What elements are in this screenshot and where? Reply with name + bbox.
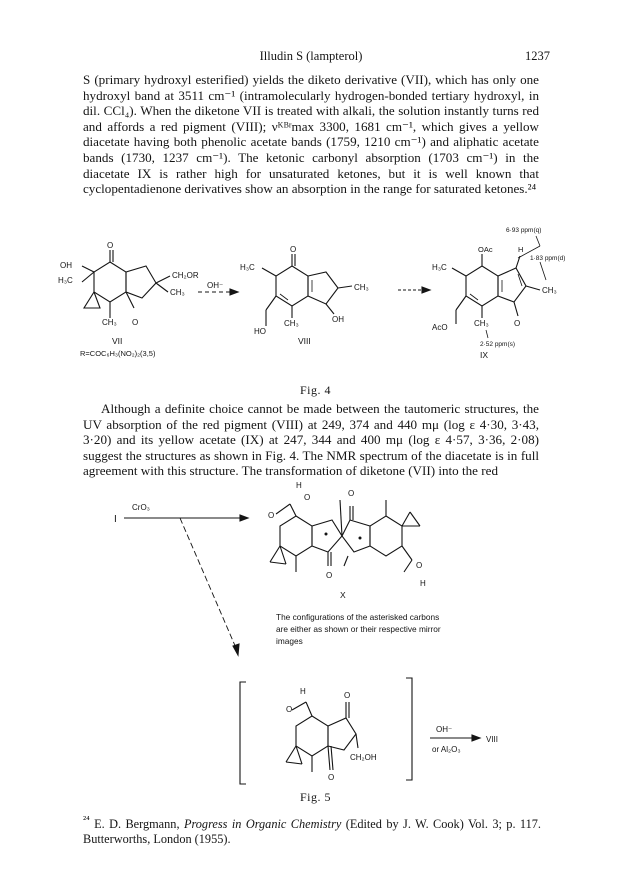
chem-label: CH₂OH xyxy=(350,753,377,762)
ring-VII-six xyxy=(94,262,126,302)
chem-label: O xyxy=(132,318,139,327)
structure-VII xyxy=(58,241,199,358)
body-paragraph-2: Although a definite choice cannot be made between the tautomeric structures, the UV absorption of the red pigment (VIII) at 249, 374 and 440 mμ (log ε 4·30, 3·43, 3·20) and its yellow acetate (IX) at 247, 344 and 400 mμ (log ε 4·57, 3·36, 2·08) suggest the structures as shown in Fig. 4. The NMR spectrum of the diacetate is in full agreement with this structure. The transformation of diketone (VII) into the red xyxy=(83,401,539,479)
figure-4-caption: Fig. 4 xyxy=(300,383,332,397)
chem-label: O xyxy=(326,571,333,580)
chem-label: H₃C xyxy=(432,263,447,272)
chem-label: AcO xyxy=(432,323,448,332)
chem-label: CH₃ xyxy=(170,288,185,297)
chem-label: CH₂OR xyxy=(172,271,199,280)
chem-label: O xyxy=(290,245,297,254)
reagent-oh: OH⁻ xyxy=(436,725,453,734)
footnote xyxy=(83,813,541,847)
ring-VIII-five xyxy=(308,272,338,304)
chem-label: HO xyxy=(254,327,266,336)
chem-label: O xyxy=(268,511,275,520)
compound-numeral-VIII: VIII xyxy=(298,336,311,346)
chem-label: H xyxy=(518,245,524,254)
ring-X-six-right xyxy=(370,516,402,556)
ring-X-five-left xyxy=(312,520,342,552)
nmr-shift-bottom: 2·52 ppm(s) xyxy=(480,341,516,348)
structure-X xyxy=(268,481,426,600)
substituent-note: R=COC₆H₃(NO₂)₂(3,5) xyxy=(80,349,156,358)
compound-numeral-X: X xyxy=(340,590,346,600)
chem-label: O xyxy=(514,319,521,328)
ring-VII-five xyxy=(126,266,156,298)
compound-numeral-IX: IX xyxy=(480,350,489,360)
reagent-cro3: CrO₃ xyxy=(132,503,150,512)
ring-X-five-right xyxy=(342,520,370,552)
nmr-shift-right: 1·83 ppm(d) xyxy=(530,255,566,262)
left-bracket xyxy=(240,682,246,784)
footnote-book-title: Progress in Organic Chemistry xyxy=(183,817,342,832)
chem-label: O xyxy=(348,489,355,498)
chem-label: H xyxy=(296,481,302,490)
chem-label: O xyxy=(107,241,114,250)
chem-label: CH₃ xyxy=(284,319,299,328)
chem-label: H xyxy=(300,687,306,696)
reagent-label: OH⁻ xyxy=(207,281,224,290)
running-title: Illudin S (lampterol) xyxy=(259,49,363,63)
footnote-text-before: E. D. Bergmann, xyxy=(94,817,184,832)
body-paragraph-1: S (primary hydroxyl esterified) yields the diketo derivative (VII), which has only one hydroxyl band at 3511 cm⁻¹ (intramolecularly hydrogen-bonded tertiary hydroxyl, in dil. CCl₄). When the diketone VII is treated with alkali, the solution instantly turns red and affords a red pigment (VIII); νᴷᴮʳmax 3300, 1681 cm⁻¹, which gives a yellow diacetate having both phenolic acetate bands (1759, 1210 cm⁻¹) and aliphatic acetate bands (1730, 1237 cm⁻¹). The ketonic carbonyl absorption (1703 cm⁻¹) in the diacetate IX is rather high for unsaturated ketones, but it is well known that cyclopentadienone derivatives show an absorption in the range for saturated ketones.²⁴ xyxy=(83,72,539,197)
structure-IX xyxy=(432,227,565,360)
chem-label: O xyxy=(328,773,335,782)
chem-label: O xyxy=(286,705,293,714)
right-bracket xyxy=(406,678,412,780)
reaction-arrow-4 xyxy=(180,518,236,648)
ring-VIII-six xyxy=(276,266,308,306)
ring-IX-six xyxy=(466,266,498,306)
chem-label: OAc xyxy=(478,245,493,254)
chem-label: CH₃ xyxy=(542,286,557,295)
ring-int-six xyxy=(296,716,328,756)
structure-VIII xyxy=(240,245,369,346)
chem-label: O xyxy=(304,493,311,502)
ring-int-five xyxy=(328,718,356,750)
chem-label: OH xyxy=(60,261,72,270)
footnote-marker: ²⁴ xyxy=(83,815,90,826)
chem-label: O xyxy=(416,561,423,570)
start-compound-label: I xyxy=(114,514,117,525)
footnote-text-after: (Edited by J. W. Cook) Vol. 3; p. 117. Butterworths, London (1955). xyxy=(83,817,541,847)
chem-label: O xyxy=(344,691,351,700)
chem-label: CH₃ xyxy=(354,283,369,292)
chem-label: H xyxy=(420,579,426,588)
chem-label: OH xyxy=(332,315,344,324)
nmr-shift-top: 6·93 ppm(q) xyxy=(506,227,542,234)
chem-label: H₃C xyxy=(240,263,255,272)
chem-label: H₃C xyxy=(58,276,73,285)
compound-numeral-VII: VII xyxy=(112,336,123,346)
chem-label: CH₃ xyxy=(474,319,489,328)
page-number: 1237 xyxy=(525,49,550,63)
figure-5-caption: Fig. 5 xyxy=(300,790,332,804)
bracketed-intermediate xyxy=(240,678,412,784)
reagent-alumina: or Al₂O₃ xyxy=(432,745,461,754)
chem-label: CH₃ xyxy=(102,318,117,327)
ring-X-six-left xyxy=(280,516,312,556)
product-label: VIII xyxy=(486,735,499,744)
configuration-note: The configurations of the asterisked carbons are either as shown or their respective mirror images xyxy=(276,612,441,646)
